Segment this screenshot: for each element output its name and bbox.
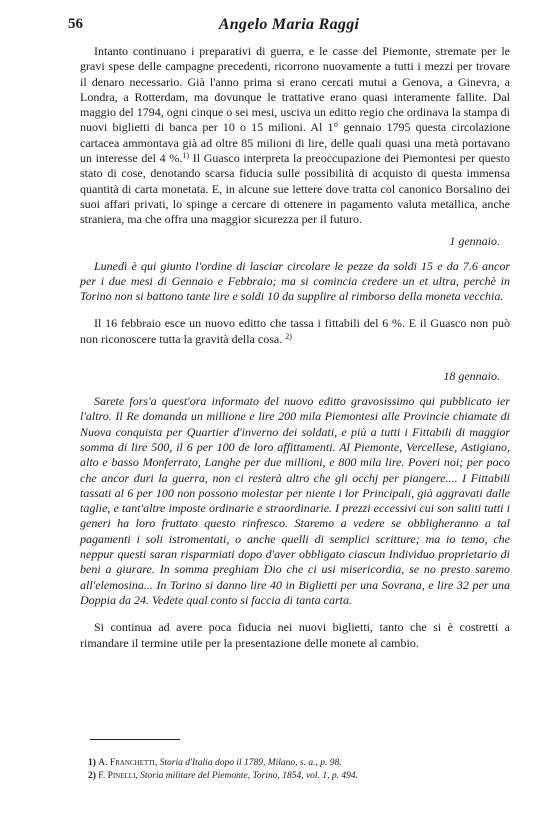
paragraph-1-text-a: Intanto continuano i preparativi di guerra, e le casse del Piemonte, stremate per le gravi spese delle campagne precedenti, ricorrono nuovamente a tutti i mezzi per trovare il denaro necessario. Già l'anno prima si erano cercati mutui a Genova, a Ginevra, a Londra, a Rotterdam, ma dovunque le trattative erano quasi interamente fallite. Dal maggio del 1794, ogni cinque o sei mesi, usciva un editto regio che ordinava la stampa di nuovi biglietti di banca per 10 o 15 milioni. Al 1° gennaio 1795 questa circolazione cartacea ammontava già ad oltre 85 milioni di lire, delle quali quasi una metà portavano un interesse del 4 %. — [80, 44, 510, 166]
paragraph-2-text: Il 16 febbraio esce un nuovo editto che tassa i fittabili del 6 %. E il Guasco non può non riconoscere tutta la gravità della cosa. — [80, 316, 510, 346]
footnote-ref-1: 1) — [182, 151, 190, 161]
footnote-1 — [88, 757, 508, 770]
paragraph-1-text-b: Il Guasco interpreta la preoccupazione dei Piemontesi per questo stato di cose, denotando scarsa fiducia sulle possibilità di acquisto di questa immensa quantità di carta monetata. E, in alcune sue lettere dove tratta col canonico Borsalino dei suoi affari privati, lo spinge a cercare di ottenere in pagamento valuta metallica, anche straniera, ma che offra una maggior sicurezza per il futuro. — [80, 151, 511, 227]
letter-quote-1: Lunedì è qui giunto l'ordine di lasciar circolare le pezze da soldi 15 e da 7.6 ancor per i due mesi di Gennaio e Febbraio; ma si comincia credere un et ultra, perchè in Torino non si battono tante lire e soldi 10 da supplire al rimborso della moneta vecchia. — [80, 258, 510, 304]
running-head: Angelo Maria Raggi — [218, 16, 360, 33]
paragraph-1 — [80, 44, 510, 228]
letter-date-1: 1 gennaio. — [449, 233, 500, 248]
footnote-1-mark: 1) — [88, 758, 96, 768]
footnote-2-text: Storia militare del Piemonte, Torino, 1854, vol. 1, p. 494. — [137, 771, 358, 781]
page-number: 56 — [68, 16, 83, 32]
footnote-separator — [90, 739, 180, 740]
footnote-1-author: A. Franchetti, — [98, 758, 158, 768]
paragraph-2 — [80, 316, 510, 347]
body-text — [80, 44, 510, 651]
footnotes — [88, 757, 508, 783]
letter-quote-2: Sarete fors'a quest'ora informato del nuovo editto gravosissimo qui pubblicato ier l'altro. Il Re domanda un millione e lire 200 mila Piemontesi alle Provincie chiamate di Nuova conquista per Quartier d'inverno dei soldati, e più a tutti i Fittabili di maggior somma di lire 500, il 6 per 100 de loro affittamenti. Al Piemonte, Vercellese, Astigiano, alto e basso Monferrato, Langhe per due millioni, e 800 mila lire. Poveri noi; per poco che ancor duri la guerra, non ci resterà altro che gli occhj per piangere.... I Fittabili tassati al 6 per 100 non possono molestar per niente i lor Principali, già aggravati dalle taglie, e tant'altre imposte ordinarie e straordinarie. I prezzi eccessivi cui son saliti tutti i generi ha loro fruttato questo rinfresco. Staremo a vedere se obbligheranno a tal pagamenti i soli istromentati, o anche quelli di semplici scritture; ma io temo, che neppur questi saran risparmiati dopo d'aver obbligato ciascun Individuo proprietario di beni a giurare. In somma preghiam Dio che ci usi misericordia, se no presto saremo all'elemosina... In Torino si danno lire 40 in Biglietti per una Sovrana, e lire 32 per una Doppia da 24. Vedete qual conto si faccia di tanta carta. — [80, 394, 510, 607]
page-header — [68, 16, 510, 38]
paragraph-3: Si continua ad avere poca fiducia nei nuovi biglietti, tanto che si è costretti a rimandare il termine utile per la presentazione delle monete al cambio. — [80, 620, 510, 650]
letter-date-2: 18 gennaio. — [443, 369, 500, 384]
footnote-2-author: F. Pinelli, — [98, 771, 138, 781]
footnote-2-mark: 2) — [88, 771, 96, 781]
footnote-2 — [88, 770, 508, 783]
footnote-1-text: Storia d'Italia dopo il 1789, Milano, s. a., p. 98. — [157, 758, 342, 768]
footnote-ref-2: 2) — [285, 331, 292, 341]
